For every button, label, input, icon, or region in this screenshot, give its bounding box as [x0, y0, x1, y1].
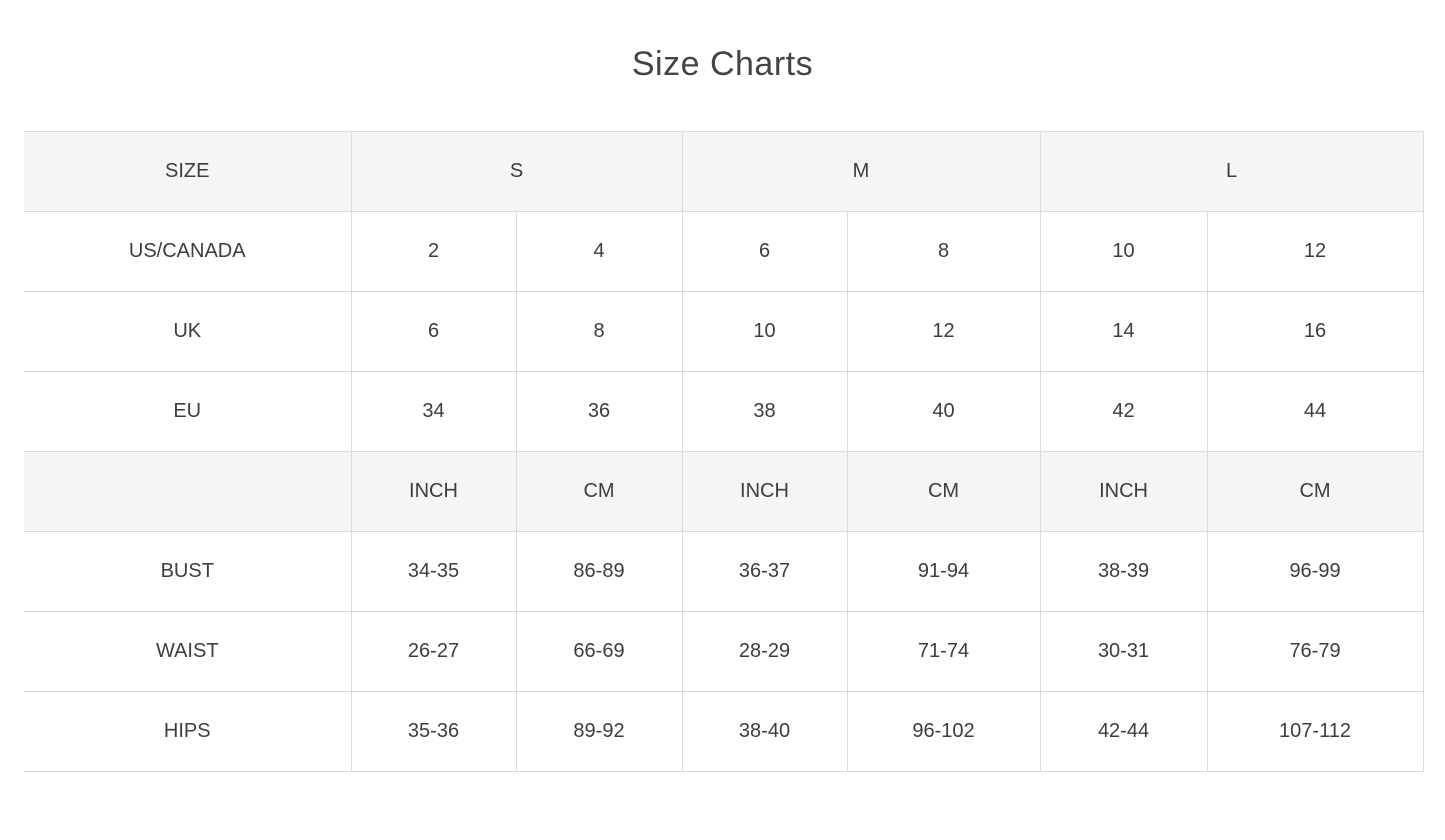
unit-header-cell: CM	[1207, 452, 1423, 532]
table-row-waist	[24, 612, 1423, 692]
table-cell: 91-94	[847, 532, 1040, 612]
table-cell: 26-27	[351, 612, 516, 692]
table-cell: 34-35	[351, 532, 516, 612]
row-label: WAIST	[24, 612, 351, 692]
table-cell: 6	[682, 212, 847, 292]
table-cell: 8	[516, 292, 682, 372]
table-cell: 89-92	[516, 692, 682, 772]
size-chart-table	[24, 131, 1424, 772]
table-cell: 42-44	[1040, 692, 1207, 772]
row-label: BUST	[24, 532, 351, 612]
table-cell: 38	[682, 372, 847, 452]
table-cell: 96-102	[847, 692, 1040, 772]
table-cell: 66-69	[516, 612, 682, 692]
table-cell: 38-40	[682, 692, 847, 772]
table-cell: 2	[351, 212, 516, 292]
table-cell: 12	[1207, 212, 1423, 292]
row-label: EU	[24, 372, 351, 452]
row-label: HIPS	[24, 692, 351, 772]
table-cell: 4	[516, 212, 682, 292]
unit-header-cell: INCH	[351, 452, 516, 532]
table-cell: 10	[682, 292, 847, 372]
row-label: US/CANADA	[24, 212, 351, 292]
row-label: UK	[24, 292, 351, 372]
table-cell: 40	[847, 372, 1040, 452]
size-header-row	[24, 132, 1423, 212]
table-cell: 71-74	[847, 612, 1040, 692]
table-cell: 38-39	[1040, 532, 1207, 612]
table-cell: 86-89	[516, 532, 682, 612]
table-row-units	[24, 452, 1423, 532]
table-row-eu	[24, 372, 1423, 452]
table-cell: 36-37	[682, 532, 847, 612]
unit-header-cell: CM	[847, 452, 1040, 532]
table-cell: 28-29	[682, 612, 847, 692]
table-cell: 35-36	[351, 692, 516, 772]
table-row-us-canada	[24, 212, 1423, 292]
table-cell: 16	[1207, 292, 1423, 372]
table-cell: 14	[1040, 292, 1207, 372]
table-cell: 34	[351, 372, 516, 452]
unit-header-cell: INCH	[682, 452, 847, 532]
table-cell: 76-79	[1207, 612, 1423, 692]
table-cell: 8	[847, 212, 1040, 292]
table-row-uk	[24, 292, 1423, 372]
table-cell: 96-99	[1207, 532, 1423, 612]
table-cell: 36	[516, 372, 682, 452]
table-cell: 30-31	[1040, 612, 1207, 692]
table-row-bust	[24, 532, 1423, 612]
size-group-header-s: S	[351, 132, 682, 212]
table-cell: 42	[1040, 372, 1207, 452]
table-cell: 6	[351, 292, 516, 372]
corner-header-size: SIZE	[24, 132, 351, 212]
table-cell: 44	[1207, 372, 1423, 452]
table-row-hips	[24, 692, 1423, 772]
size-group-header-m: M	[682, 132, 1040, 212]
size-group-header-l: L	[1040, 132, 1423, 212]
unit-header-cell: CM	[516, 452, 682, 532]
row-label-empty	[24, 452, 351, 532]
table-cell: 107-112	[1207, 692, 1423, 772]
table-cell: 10	[1040, 212, 1207, 292]
table-cell: 12	[847, 292, 1040, 372]
page-title: Size Charts	[631, 45, 814, 83]
unit-header-cell: INCH	[1040, 452, 1207, 532]
